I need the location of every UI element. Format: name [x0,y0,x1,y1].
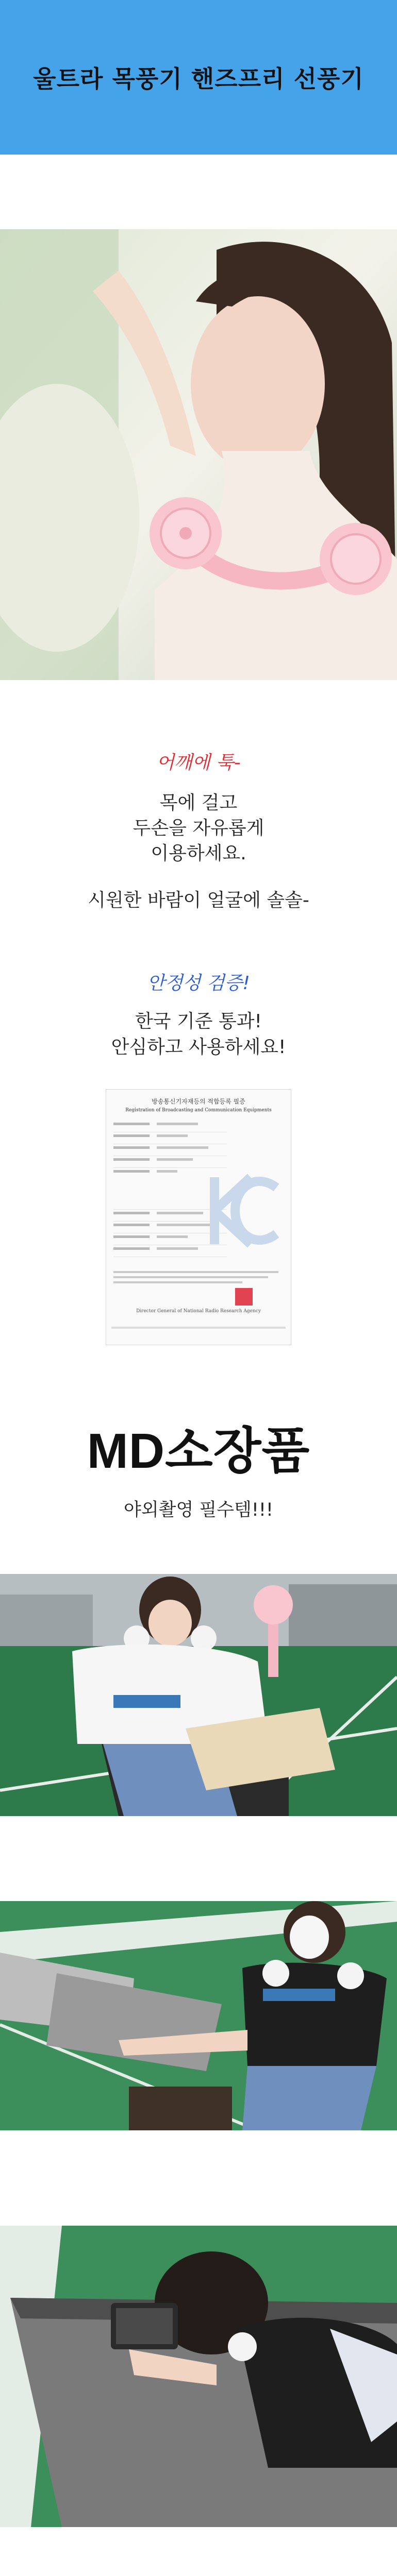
certificate-heading: 방송통신기자재등의 적합등록 필증 [152,1098,245,1105]
md-title: MD소장품 [87,1423,310,1479]
lifestyle-photo-1 [0,1574,397,1816]
certificate-notes [113,1271,285,1286]
product-photo-model [0,229,397,680]
intro-title: 어깨에 툭- [156,752,241,773]
certificate-signature: Director General of National Radio Research Agency [136,1309,261,1314]
lifestyle-photo-2 [0,1901,397,2130]
official-stamp [235,1288,253,1306]
intro-line-1: 목에 걸고 [159,792,238,814]
intro-line-4: 시원한 바람이 얼굴에 솔솔- [88,890,309,911]
safety-line-1: 한국 기준 통과! [135,1011,262,1032]
certificate-subheading: Registration of Broadcasting and Communication Equipments [125,1108,272,1113]
page-title: 울트라 목풍기 핸즈프리 선풍기 [33,65,364,93]
header-banner [0,0,397,155]
kc-mark-icon [204,1167,282,1255]
lifestyle-photo-3 [0,2226,397,2527]
kc-certificate [106,1089,291,1345]
certificate-footer [111,1327,286,1329]
safety-title: 안정성 검증! [147,973,250,994]
intro-line-2: 두손을 자유롭게 [133,818,264,839]
safety-line-2: 안심하고 사용하세요! [111,1037,286,1058]
intro-line-3: 이용하세요. [151,843,246,864]
md-subtitle: 야외촬영 필수템!!! [124,1500,273,1520]
